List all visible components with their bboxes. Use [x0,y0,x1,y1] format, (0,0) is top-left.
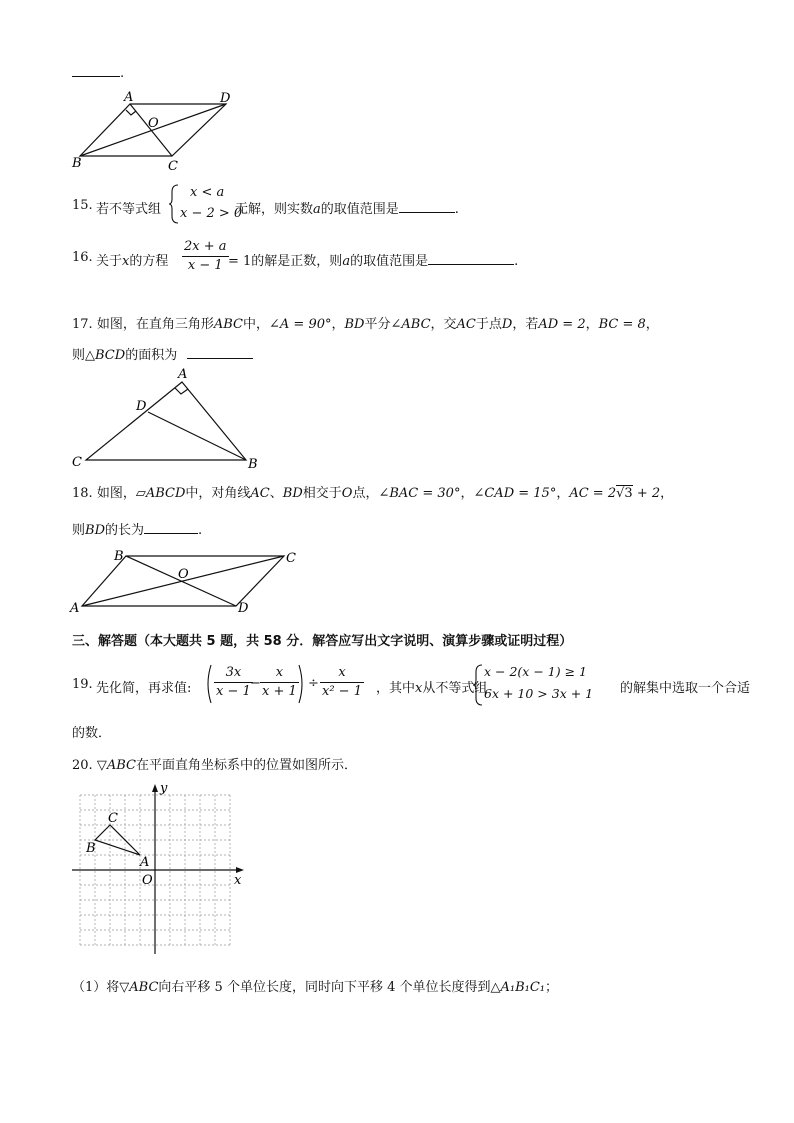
coordinate-grid-figure [72,782,252,958]
question-text-tail: 无解，则实数a的取值范围是 . [235,202,459,217]
grid-label-b: B [86,841,96,856]
inequality-1: x < a [190,185,225,200]
fig17-label-d: D [136,399,147,414]
answer-blank [399,212,455,213]
figure-triangle-q17 [68,364,268,472]
fig14-label-o: O [148,116,159,131]
top-answer-line [72,66,124,81]
question-number: 19. [72,677,93,692]
answer-blank [428,264,514,265]
fraction-3: $\frac{x}{\text{x² − 1}}$ [322,665,362,699]
question-19 [72,662,751,708]
section-heading: 三、解答题（本大题共 5 题，共 58 分．解答应写出文字说明、演算步骤或证明过程） [72,634,573,649]
left-brace [472,664,484,706]
fig17-label-a: A [178,367,188,382]
fig17-label-b: B [248,457,258,472]
minus-sign: − [250,676,261,691]
question-17-line-1: 17. 如图，在直角三角形ABC中，∠A = 90°，BD平分∠ABC，交AC于点D，若AD = 2，BC = 8， [72,317,659,332]
fig18-label-c: C [286,551,296,566]
fraction-1: $\frac{3x}{x - 1}$ [216,665,251,699]
grid-label-a: A [140,855,150,870]
left-brace [168,184,180,224]
period: . [120,66,125,81]
figure-parallelogram-q18 [68,546,304,618]
question-number: 15. [72,198,93,213]
fig14-label-b: B [72,156,82,171]
fraction-2: $\frac{x}{x + 1}$ [262,665,297,699]
question-18-line-1: 18. 如图，▱ABCD中，对角线AC、BD相交于O点，∠BAC = 30°，∠CAD = 15°，AC = 2√3 + 2， [72,486,674,501]
fig14-label-c: C [168,159,178,172]
fig14-label-a: A [124,90,134,105]
question-text: 关于x的方程 [96,254,169,269]
grid-label-c: C [108,811,118,826]
left-paren [204,664,212,704]
answer-blank [72,76,120,77]
fig18-label-d: D [238,601,249,616]
question-18-line-2: 则BD的长为 . [72,523,203,538]
question-text-tail: = 1的解是正数，则a的取值范围是 . [228,254,519,269]
divide-sign: ÷ [308,676,319,691]
grid-label-x: x [234,873,242,888]
question-19-line-2: 的数． [72,726,112,741]
equation-fraction: $\frac{2x + a}{x - 1}$ [184,239,227,273]
question-text: 先化简，再求值: [96,681,192,696]
question-text: 若不等式组 [96,202,162,217]
inequality-2: 6x + 10 > 3x + 1 [484,686,594,701]
figure-parallelogram-q14 [68,90,248,172]
fig18-label-b: B [114,549,124,564]
fig18-label-a: A [70,601,80,616]
fig14-label-d: D [220,91,231,106]
fig17-label-c: C [72,455,82,470]
answer-blank [187,358,253,359]
grid-label-y: y [160,782,168,796]
question-text-mid: ，其中x从不等式组 [376,681,488,696]
question-number: 16. [72,250,93,265]
inequality-2: x − 2 > 0 [180,206,243,221]
grid-label-origin: O [142,873,153,888]
question-17-line-2: 则△BCD的面积为 [72,344,253,363]
question-20-part-1: （1）将▽ABC向右平移 5 个单位长度，同时向下平移 4 个单位长度得到△A₁B₁C₁； [72,980,559,995]
fig18-label-o: O [178,567,189,582]
question-20: 20. ▽ABC在平面直角坐标系中的位置如图所示． [72,758,357,773]
sqrt-radicand: √3 [616,486,633,501]
question-text-tail: 的解集中选取一个合适 [620,681,751,696]
right-paren [298,664,306,704]
answer-blank [144,533,198,534]
inequality-1: x − 2(x − 1) ≥ 1 [484,664,587,679]
